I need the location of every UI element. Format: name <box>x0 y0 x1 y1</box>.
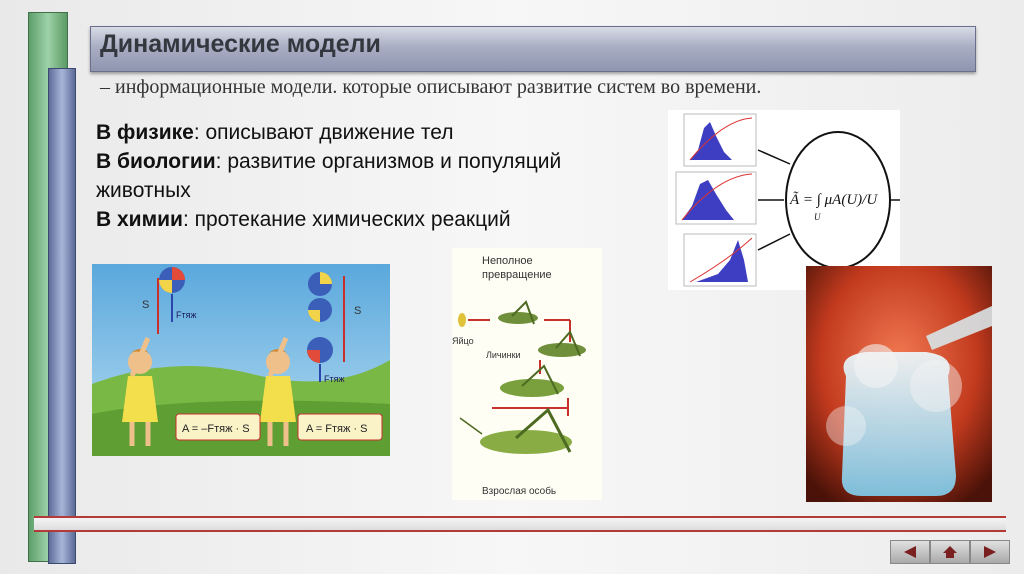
grasshopper-diagram <box>452 248 602 500</box>
bullet-physics-text: : описывают движение тел <box>193 121 454 144</box>
home-icon <box>942 545 958 559</box>
heading-line1: Неполное <box>482 255 533 267</box>
chemistry-photo <box>806 266 992 502</box>
heading-line2: превращение <box>482 269 552 281</box>
prev-button[interactable] <box>890 540 930 564</box>
slide-title: Динамические модели <box>100 30 381 58</box>
histogram-diagram <box>668 110 900 290</box>
bullet-biology <box>96 147 671 176</box>
bullet-list <box>96 118 671 234</box>
bullet-biology-cont <box>96 176 671 205</box>
physics-illustration <box>92 264 390 456</box>
larvae-label: Личинки <box>486 350 521 360</box>
bullet-chemistry-label: В химии <box>96 208 183 231</box>
histogram-3 <box>684 234 756 286</box>
formula-left: A = –Fтяж · S <box>182 423 250 435</box>
histogram-2 <box>676 172 756 224</box>
prev-arrow-icon <box>902 545 918 559</box>
bullet-chemistry <box>96 205 671 234</box>
force-label-right: Fтяж <box>324 374 345 384</box>
bullet-biology-cont-text: животных <box>96 179 191 202</box>
force-label-left: Fтяж <box>176 310 197 320</box>
next-arrow-icon <box>982 545 998 559</box>
histogram-1 <box>684 114 756 166</box>
formula-subscript: U <box>814 212 821 222</box>
footer-line <box>34 516 1006 532</box>
bullet-physics-label: В физике <box>96 121 194 144</box>
bullet-biology-label: В биологии <box>96 150 216 173</box>
bullet-chemistry-text: : протекание химических реакций <box>182 208 511 231</box>
decorative-blue-bar <box>48 68 76 564</box>
bullet-physics <box>96 118 671 147</box>
s-label-right: S <box>354 305 362 317</box>
formula-text: Ã = ∫ μA(U)/U <box>790 192 878 208</box>
home-button[interactable] <box>930 540 970 564</box>
adult-label: Взрослая особь <box>482 486 557 497</box>
next-button[interactable] <box>970 540 1010 564</box>
formula-right: A = Fтяж · S <box>306 423 368 435</box>
slide-subtitle: – информационные модели. которые описывают развитие систем во времени. <box>100 76 762 98</box>
bullet-biology-text: : развитие организмов и популяций <box>215 150 562 173</box>
s-label-left: S <box>142 299 150 311</box>
egg-label: Яйцо <box>452 336 474 346</box>
egg-icon <box>458 313 466 327</box>
